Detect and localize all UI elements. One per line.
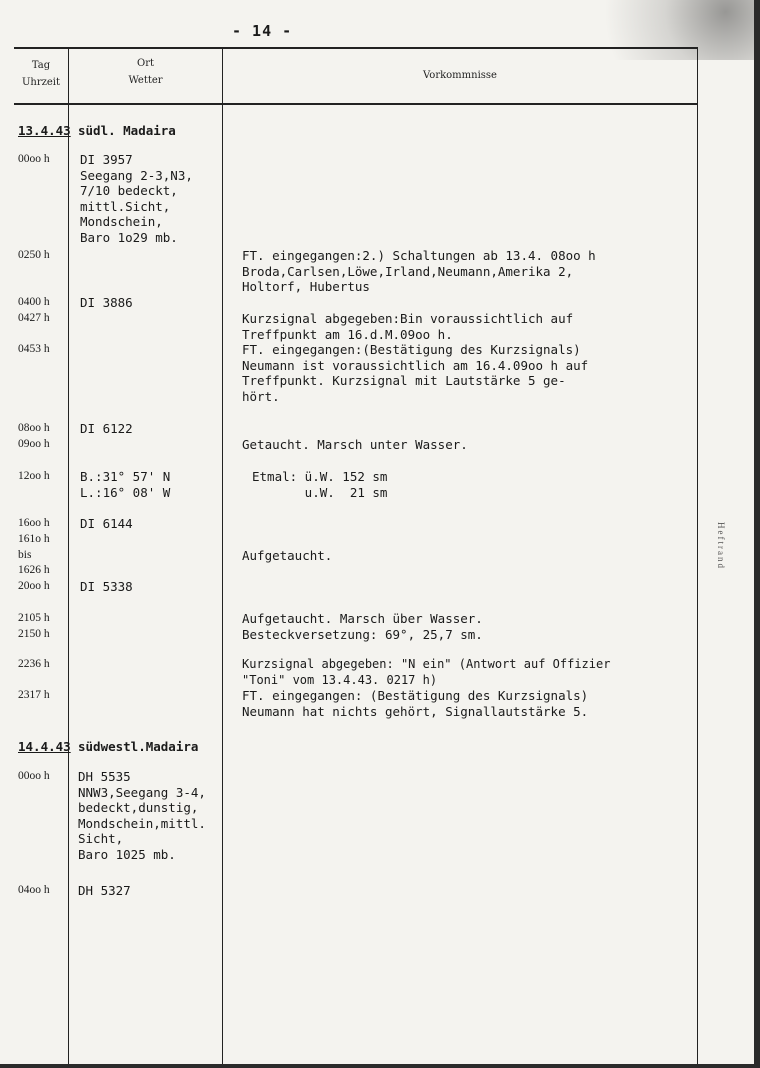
header-bottom-rule: [14, 103, 698, 105]
entry-time: 2236 h: [18, 658, 50, 670]
entry-event: FT. eingegangen: (Bestätigung des Kurzsignals) Neumann hat nichts gehört, Signallautstärke 5.: [242, 688, 589, 719]
header-tag-label: Tag: [31, 60, 51, 71]
header-wetter-label: Wetter: [128, 75, 163, 86]
scan-speckle: [530, 0, 760, 60]
entry-time: 2150 h: [18, 628, 50, 640]
header-vorkommnisse-label: Vorkommnisse: [423, 70, 497, 81]
entry-place: DI 5338: [80, 579, 133, 594]
entry-time: 0250 h: [18, 249, 50, 261]
entry-event: Aufgetaucht.: [242, 548, 333, 563]
entry-time: 20oo h: [18, 580, 50, 592]
entry-time: 08oo h: [18, 422, 50, 434]
entry-event: Kurzsignal abgegeben:Bin voraussichtlich auf Treffpunkt am 16.d.M.09oo h.: [242, 311, 574, 342]
entry-place: DI 6122: [80, 421, 133, 436]
col1-divider: [68, 49, 69, 1064]
entry-time: 0427 h: [18, 312, 50, 324]
entry-place: DI 3957 Seegang 2-3,N3, 7/10 bedeckt, mittl.Sicht, Mondschein, Baro 1o29 mb.: [80, 152, 193, 245]
entry-place: DI 6144: [80, 516, 133, 531]
header-top-rule: [14, 47, 698, 49]
entry-time: 2317 h: [18, 689, 50, 701]
entry-event: Etmal: ü.W. 152 sm u.W. 21 sm: [252, 469, 388, 500]
entry-time: 04oo h: [18, 884, 50, 896]
page-edge: [754, 0, 760, 1068]
right-border: [697, 49, 698, 1064]
entry-event: FT. eingegangen:2.) Schaltungen ab 13.4. 08oo h Broda,Carlsen,Löwe,Irland,Neumann,Amerika 2, Holtorf, Hubertus: [242, 248, 596, 294]
page-number: - 14 -: [232, 22, 293, 40]
entry-event: Kurzsignal abgegeben: "N ein" (Antwort auf Offizier "Toni" vom 13.4.43. 0217 h): [242, 657, 611, 687]
entry-place: DH 5327: [78, 883, 131, 898]
entry-date: 14.4.43: [18, 739, 71, 754]
entry-place: südl. Madaira: [78, 123, 176, 138]
entry-time: 09oo h: [18, 438, 50, 450]
header-ort-label: Ort: [137, 58, 154, 69]
entry-time: 00oo h: [18, 770, 50, 782]
margin-label: Heftrand: [716, 522, 726, 570]
entry-time: 00oo h: [18, 153, 50, 165]
entry-date: 13.4.43: [18, 123, 71, 138]
entry-event: Besteckversetzung: 69°, 25,7 sm.: [242, 627, 483, 642]
entry-time: 161o h bis 1626 h: [18, 533, 50, 576]
header-uhrzeit-label: Uhrzeit: [21, 77, 61, 88]
entry-event: Aufgetaucht. Marsch über Wasser.: [242, 611, 483, 626]
entry-time: 0453 h: [18, 343, 50, 355]
entry-event: Getaucht. Marsch unter Wasser.: [242, 437, 468, 452]
col2-divider: [222, 49, 223, 1064]
entry-time: 2105 h: [18, 612, 50, 624]
entry-event: FT. eingegangen:(Bestätigung des Kurzsignals) Neumann ist voraussichtlich am 16.4.09oo h auf Treffpunkt. Kurzsignal mit Lautstärke 5 ge- hört.: [242, 342, 589, 404]
entry-place: B.:31° 57' N L.:16° 08' W: [80, 469, 171, 500]
entry-place: DH 5535 NNW3,Seegang 3-4, bedeckt,dunstig, Mondschein,mittl. Sicht, Baro 1025 mb.: [78, 769, 206, 862]
entry-time: 16oo h: [18, 517, 50, 529]
entry-place: südwestl.Madaira: [78, 739, 199, 754]
header-ort: [69, 58, 222, 86]
entry-place: DI 3886: [80, 295, 133, 310]
header-tag: [14, 60, 68, 88]
entry-time: 12oo h: [18, 470, 50, 482]
entry-time: 0400 h: [18, 296, 50, 308]
page-bottom-edge: [0, 1064, 760, 1068]
